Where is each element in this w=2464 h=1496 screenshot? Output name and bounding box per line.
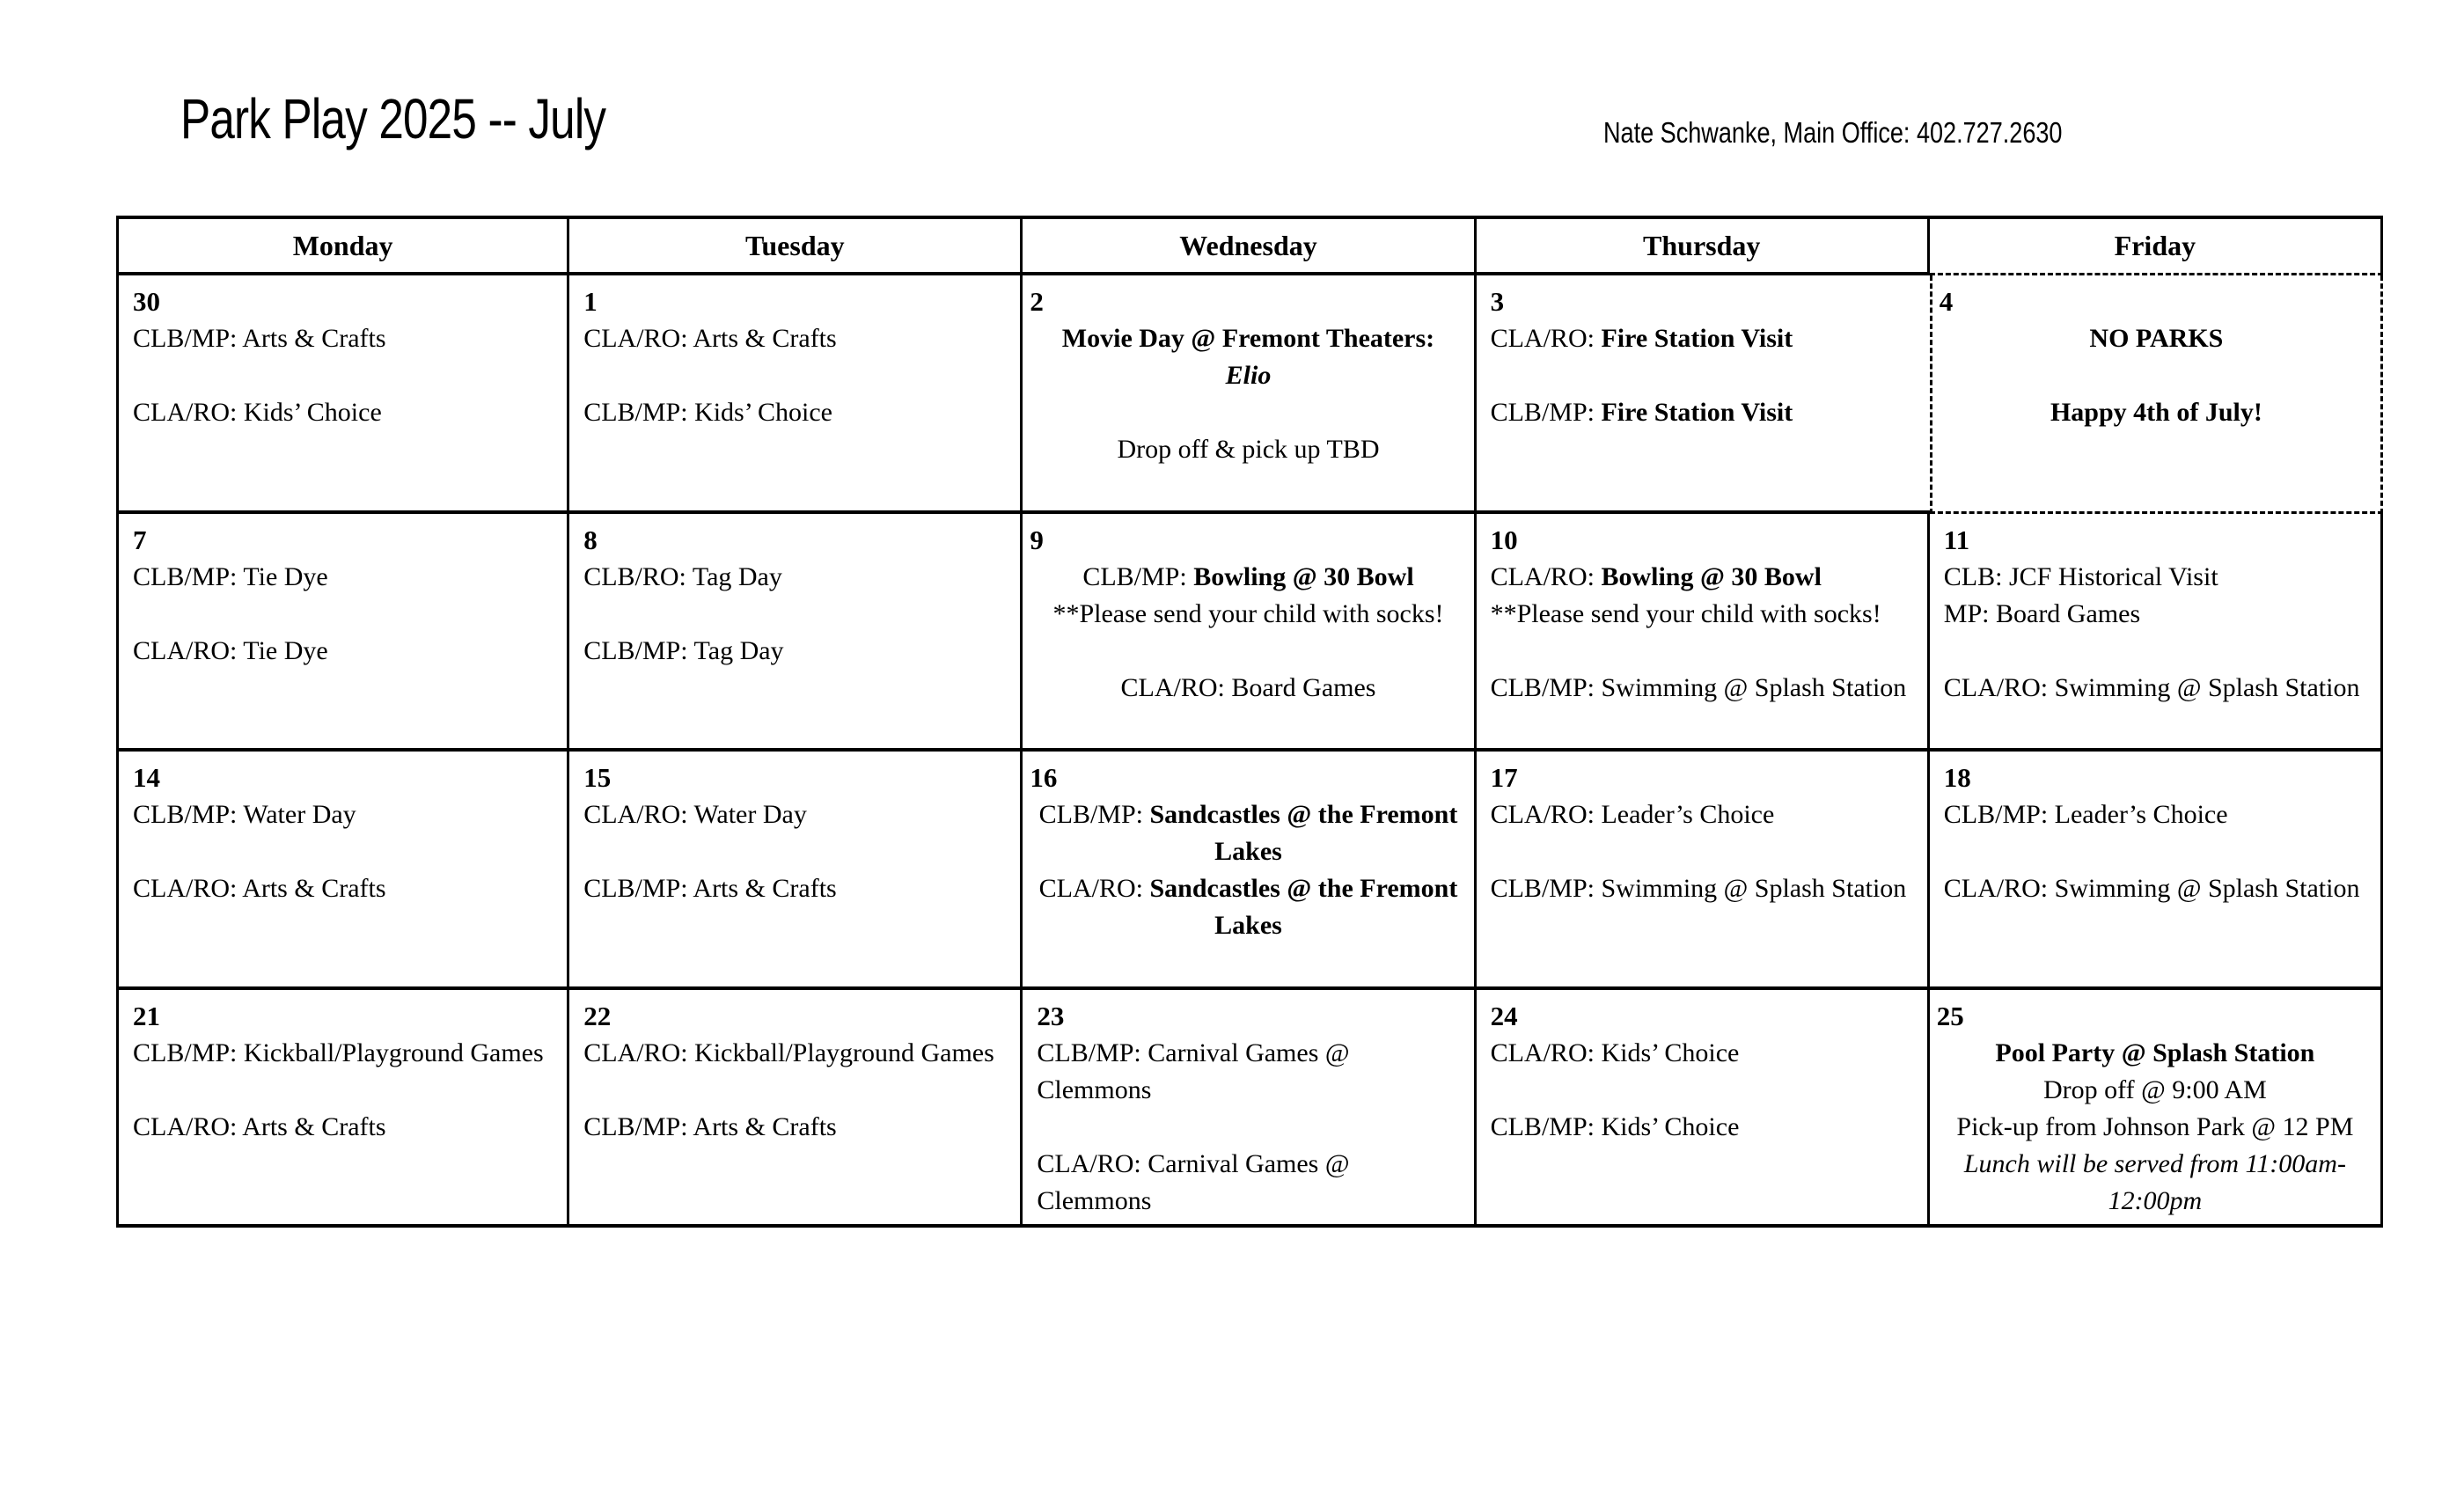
event-text: CLA/RO: Swimming @ Splash Station bbox=[1943, 672, 2360, 702]
event-text: CLA/RO: Board Games bbox=[1120, 672, 1376, 702]
event-line bbox=[1491, 320, 1916, 357]
spacer bbox=[133, 357, 553, 394]
event-text: CLB: JCF Historical Visit bbox=[1943, 561, 2218, 591]
event-text: CLA/RO: Arts & Crafts bbox=[583, 324, 837, 353]
day-number: 14 bbox=[133, 762, 160, 793]
event-text: CLB/MP: Arts & Crafts bbox=[583, 1111, 837, 1141]
event-line bbox=[1491, 559, 1913, 596]
event-line bbox=[1030, 670, 1466, 707]
spacer bbox=[1037, 1109, 1459, 1146]
event-line bbox=[133, 1109, 553, 1146]
event-text: Lunch will be served from 11:00am-12:00pm bbox=[1963, 1148, 2346, 1215]
event-text: CLB/MP: Leader’s Choice bbox=[1943, 800, 2228, 829]
day-number: 3 bbox=[1490, 286, 1505, 317]
event-text: CLA/RO: bbox=[1038, 874, 1150, 903]
day-cell-22 bbox=[569, 990, 1023, 1228]
day-cell-25 bbox=[1930, 990, 2383, 1228]
day-number: 15 bbox=[583, 762, 612, 793]
event-line bbox=[1037, 1035, 1459, 1109]
event-line bbox=[1944, 796, 2366, 833]
day-number: 16 bbox=[1030, 762, 1058, 793]
day-cell-3 bbox=[1477, 275, 1930, 514]
event-text: CLA/RO: bbox=[1490, 324, 1602, 353]
event-text: CLA/RO: Kids’ Choice bbox=[133, 398, 382, 427]
contact-info: Nate Schwanke, Main Office: 402.727.2630 bbox=[1603, 116, 2063, 149]
day-number: 24 bbox=[1490, 1000, 1518, 1031]
day-cell-18 bbox=[1930, 752, 2383, 990]
event-text: Bowling @ 30 Bowl bbox=[1601, 561, 1822, 591]
day-cell-7 bbox=[116, 514, 569, 752]
event-text: Fire Station Visit bbox=[1601, 398, 1793, 427]
day-cell-17 bbox=[1477, 752, 1930, 990]
day-number: 7 bbox=[133, 524, 147, 555]
event-text: CLA/RO: Tie Dye bbox=[133, 635, 328, 665]
day-cell-10 bbox=[1477, 514, 1930, 752]
event-text: Pool Party @ Splash Station bbox=[1995, 1038, 2315, 1067]
event-text: CLB/MP: Kids’ Choice bbox=[583, 398, 832, 427]
day-number: 18 bbox=[1943, 762, 1971, 793]
event-text: CLB/MP: Swimming @ Splash Station bbox=[1490, 672, 1907, 702]
event-line bbox=[583, 1035, 1006, 1072]
calendar-table bbox=[116, 216, 2383, 1228]
weekday-header-friday: Friday bbox=[1930, 216, 2383, 275]
day-cell-11 bbox=[1930, 514, 2383, 752]
day-number: 2 bbox=[1030, 286, 1044, 317]
event-text: Sandcastles @ the Fremont Lakes bbox=[1149, 874, 1458, 940]
event-line bbox=[1937, 1146, 2373, 1220]
weekday-header-thursday: Thursday bbox=[1477, 216, 1930, 275]
day-cell-4 bbox=[1930, 275, 2383, 514]
event-line bbox=[583, 796, 1006, 833]
event-line bbox=[1944, 559, 2366, 596]
event-line bbox=[133, 1035, 553, 1072]
day-number: 22 bbox=[583, 1000, 612, 1031]
event-text: Sandcastles @ the Fremont Lakes bbox=[1149, 800, 1458, 866]
day-number: 17 bbox=[1490, 762, 1518, 793]
event-line bbox=[133, 870, 553, 907]
day-cell-14 bbox=[116, 752, 569, 990]
event-line bbox=[1030, 320, 1466, 357]
event-text: Pick-up from Johnson Park @ 12 PM bbox=[1956, 1111, 2354, 1141]
event-line bbox=[583, 394, 1006, 431]
event-line bbox=[583, 633, 1006, 670]
day-number: 23 bbox=[1037, 1000, 1065, 1031]
event-line bbox=[1030, 431, 1466, 468]
event-text: Fire Station Visit bbox=[1601, 324, 1793, 353]
day-cell-24 bbox=[1477, 990, 1930, 1228]
weekday-header-wednesday: Wednesday bbox=[1023, 216, 1476, 275]
event-text: CLA/RO: Carnival Games @ Clemmons bbox=[1037, 1148, 1350, 1215]
event-text: Bowling @ 30 Bowl bbox=[1193, 561, 1414, 591]
event-line bbox=[1937, 1072, 2373, 1109]
event-text: CLA/RO: Kids’ Choice bbox=[1490, 1038, 1740, 1067]
event-line bbox=[583, 559, 1006, 596]
event-line bbox=[1491, 870, 1913, 907]
event-line bbox=[1937, 1035, 2373, 1072]
event-line bbox=[1940, 394, 2373, 431]
day-number: 30 bbox=[133, 286, 160, 317]
event-text: CLB/MP: Tie Dye bbox=[133, 561, 328, 591]
event-line bbox=[1944, 670, 2366, 707]
day-cell-16 bbox=[1023, 752, 1476, 990]
day-cell-8 bbox=[569, 514, 1023, 752]
event-line bbox=[583, 1109, 1006, 1146]
day-number: 4 bbox=[1939, 286, 1954, 317]
event-line bbox=[133, 320, 553, 357]
spacer bbox=[1944, 633, 2366, 670]
event-text: Elio bbox=[1225, 361, 1272, 390]
spacer bbox=[1491, 833, 1913, 870]
day-cell-2 bbox=[1023, 275, 1476, 514]
day-number: 25 bbox=[1936, 1000, 1964, 1031]
event-line bbox=[133, 633, 553, 670]
event-text: CLB/MP: Carnival Games @ Clemmons bbox=[1037, 1038, 1350, 1104]
spacer bbox=[1940, 357, 2373, 394]
event-line bbox=[1030, 357, 1466, 394]
spacer bbox=[583, 1072, 1006, 1109]
event-line bbox=[1030, 559, 1466, 596]
event-text: CLB/MP: bbox=[1490, 398, 1602, 427]
event-line bbox=[583, 870, 1006, 907]
event-text: MP: Board Games bbox=[1943, 598, 2141, 628]
day-cell-15 bbox=[569, 752, 1023, 990]
event-text: **Please send your child with socks! bbox=[1490, 598, 1881, 628]
event-line bbox=[1491, 796, 1913, 833]
spacer bbox=[1491, 1072, 1913, 1109]
event-text: CLA/RO: Water Day bbox=[583, 800, 807, 829]
day-number: 11 bbox=[1943, 524, 1970, 555]
event-line bbox=[133, 559, 553, 596]
spacer bbox=[1491, 357, 1916, 394]
event-line bbox=[1491, 394, 1916, 431]
event-line bbox=[1030, 796, 1466, 870]
day-cell-21 bbox=[116, 990, 569, 1228]
event-text: CLB/MP: Arts & Crafts bbox=[583, 874, 837, 903]
event-text: CLA/RO: Leader’s Choice bbox=[1490, 800, 1775, 829]
event-line bbox=[583, 320, 1006, 357]
event-text: CLB/MP: Arts & Crafts bbox=[133, 324, 386, 353]
day-number: 9 bbox=[1030, 524, 1044, 555]
weekday-header-tuesday: Tuesday bbox=[569, 216, 1023, 275]
event-text: CLA/RO: Arts & Crafts bbox=[133, 874, 386, 903]
spacer bbox=[583, 833, 1006, 870]
event-line bbox=[1491, 670, 1913, 707]
day-number: 10 bbox=[1490, 524, 1518, 555]
spacer bbox=[583, 357, 1006, 394]
event-text: **Please send your child with socks! bbox=[1052, 598, 1444, 628]
event-line bbox=[1491, 1035, 1913, 1072]
day-cell-30 bbox=[116, 275, 569, 514]
event-text: CLB/MP: bbox=[1082, 561, 1194, 591]
spacer bbox=[1030, 394, 1466, 431]
spacer bbox=[1030, 633, 1466, 670]
event-line bbox=[1037, 1146, 1459, 1220]
day-cell-23 bbox=[1023, 990, 1476, 1228]
event-text: CLB/MP: Kickball/Playground Games bbox=[133, 1038, 544, 1067]
event-text: CLB/MP: Kids’ Choice bbox=[1490, 1111, 1740, 1141]
page-title: Park Play 2025 -- July bbox=[180, 87, 606, 150]
spacer bbox=[133, 833, 553, 870]
event-line bbox=[1491, 596, 1913, 633]
day-number: 1 bbox=[583, 286, 598, 317]
event-line bbox=[1944, 870, 2366, 907]
spacer bbox=[583, 596, 1006, 633]
event-line bbox=[1940, 320, 2373, 357]
event-line bbox=[1937, 1109, 2373, 1146]
event-text: Happy 4th of July! bbox=[2050, 398, 2262, 427]
spacer bbox=[1944, 833, 2366, 870]
day-number: 21 bbox=[133, 1000, 160, 1031]
event-text: Movie Day @ Fremont Theaters: bbox=[1061, 324, 1435, 353]
event-text: CLB/MP: Water Day bbox=[133, 800, 356, 829]
weekday-header-monday: Monday bbox=[116, 216, 569, 275]
spacer bbox=[133, 1072, 553, 1109]
event-text: CLA/RO: Arts & Crafts bbox=[133, 1111, 386, 1141]
event-text: CLB/MP: Tag Day bbox=[583, 635, 784, 665]
event-line bbox=[1944, 596, 2366, 633]
day-number: 8 bbox=[583, 524, 598, 555]
event-text: CLA/RO: Swimming @ Splash Station bbox=[1943, 874, 2360, 903]
day-cell-1 bbox=[569, 275, 1023, 514]
event-line bbox=[1030, 870, 1466, 944]
event-text: CLA/RO: bbox=[1490, 561, 1602, 591]
event-text: CLA/RO: Kickball/Playground Games bbox=[583, 1038, 994, 1067]
event-text: Drop off & pick up TBD bbox=[1117, 435, 1380, 464]
spacer bbox=[133, 596, 553, 633]
event-text: Drop off @ 9:00 AM bbox=[2043, 1074, 2267, 1104]
event-text: CLB/RO: Tag Day bbox=[583, 561, 782, 591]
event-line bbox=[133, 394, 553, 431]
event-text: CLB/MP: bbox=[1038, 800, 1150, 829]
day-cell-9 bbox=[1023, 514, 1476, 752]
spacer bbox=[1491, 633, 1913, 670]
event-line bbox=[1491, 1109, 1913, 1146]
event-text: NO PARKS bbox=[2089, 324, 2224, 353]
event-line bbox=[1030, 596, 1466, 633]
event-text: CLB/MP: Swimming @ Splash Station bbox=[1490, 874, 1907, 903]
event-line bbox=[133, 796, 553, 833]
